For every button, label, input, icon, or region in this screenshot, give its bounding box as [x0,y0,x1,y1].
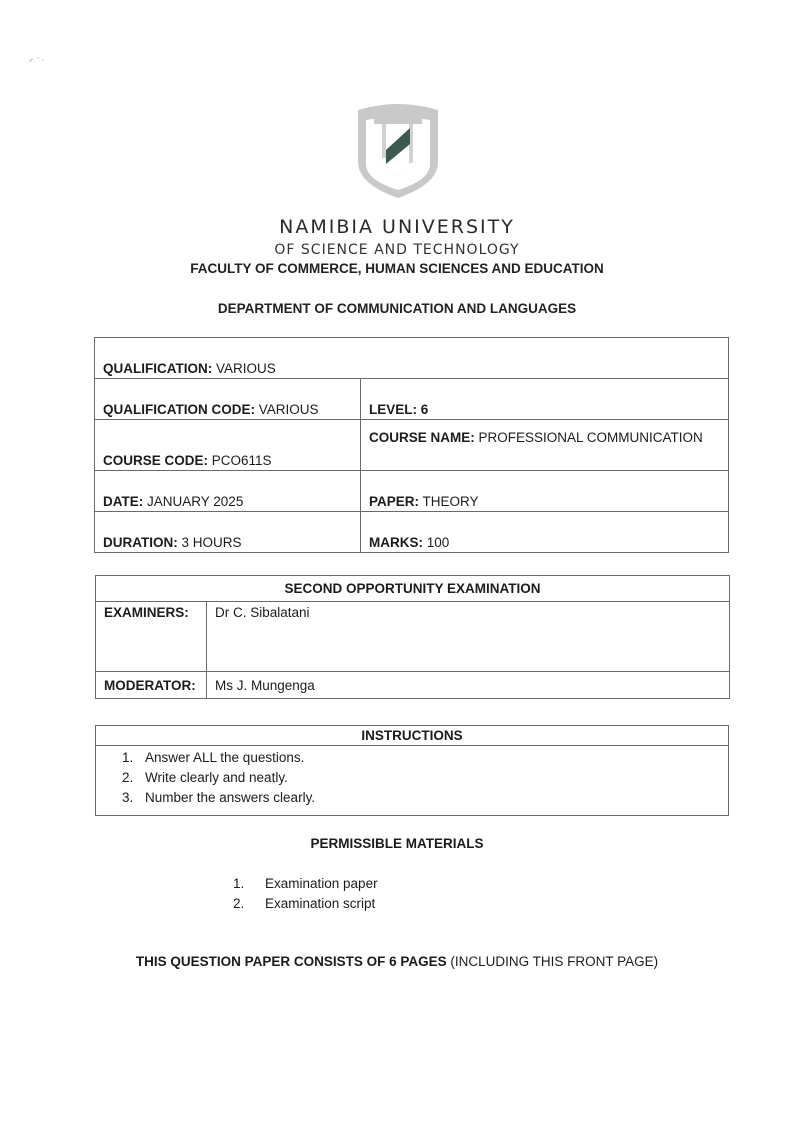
qualification-value: VARIOUS [216,361,276,376]
qualification-code-value: VARIOUS [258,402,319,417]
examination-table [95,575,730,699]
qualification-cell [95,338,729,379]
duration-value: 3 HOURS [181,535,242,550]
permissible-materials-title: PERMISSIBLE MATERIALS [310,836,484,851]
duration-label: DURATION: [103,535,178,550]
material-number: 2. [233,896,245,911]
material-text: Examination paper [265,876,378,891]
material-item [233,894,378,914]
duration-row [95,512,729,553]
examination-title-row [96,576,730,602]
marks-value: 100 [426,535,450,550]
material-item [233,874,378,894]
course-code-cell [95,420,361,471]
date-cell [95,471,361,512]
page-count-note [0,954,794,969]
material-text: Examination script [265,896,376,911]
course-code-row [95,420,729,471]
course-info-table [94,337,729,553]
page-count-bold: THIS QUESTION PAPER CONSISTS OF 6 PAGES [135,954,447,969]
course-name-cell [361,420,729,471]
paper-value: THEORY [422,494,479,509]
course-code-label: COURSE CODE: [103,453,209,468]
level-cell [361,379,729,420]
examination-title: SECOND OPPORTUNITY EXAMINATION [96,576,730,602]
instructions-list [96,746,728,808]
qualification-row [95,338,729,379]
date-label: DATE: [103,494,144,509]
moderator-label: MODERATOR: [96,672,207,699]
instruction-text: Number the answers clearly. [145,790,316,805]
qualification-code-cell [95,379,361,420]
instruction-text: Write clearly and neatly. [145,770,288,785]
examiners-row [96,602,730,672]
qualification-code-row [95,379,729,420]
marks-label: MARKS: [369,535,423,550]
duration-cell [95,512,361,553]
instruction-number: 2. [122,770,134,785]
level-label: LEVEL: [369,402,418,417]
instruction-number: 1. [122,750,134,765]
instructions-box [95,725,729,816]
date-row [95,471,729,512]
examiners-value: Dr C. Sibalatani [207,602,730,672]
permissible-materials-list [233,874,378,914]
instruction-item [96,768,728,788]
qualification-label: QUALIFICATION: [103,361,213,376]
course-name-value: PROFESSIONAL COMMUNICATION [478,430,703,445]
instruction-item [96,748,728,768]
faculty-name: FACULTY OF COMMERCE, HUMAN SCIENCES AND EDUCATION [190,261,604,276]
marks-cell [361,512,729,553]
university-subtitle: OF SCIENCE AND TECHNOLOGY [274,242,520,258]
instructions-title: INSTRUCTIONS [96,726,728,746]
paper-label: PAPER: [369,494,420,509]
instruction-text: Answer ALL the questions. [145,750,305,765]
page-count-detail: (INCLUDING THIS FRONT PAGE) [446,954,659,969]
course-name-label: COURSE NAME: [369,430,475,445]
instruction-item [96,788,728,808]
instruction-number: 3. [122,790,134,805]
scan-specks [28,48,58,68]
level-value: 6 [420,402,429,417]
material-number: 1. [233,876,245,891]
moderator-row [96,672,730,699]
examiners-label: EXAMINERS: [96,602,207,672]
moderator-value: Ms J. Mungenga [207,672,730,699]
course-code-value: PCO611S [211,453,272,468]
qualification-code-label: QUALIFICATION CODE: [103,402,255,417]
paper-cell [361,471,729,512]
date-value: JANUARY 2025 [147,494,244,509]
university-logo [352,100,444,200]
university-name: NAMIBIA UNIVERSITY [279,216,515,238]
department-name: DEPARTMENT OF COMMUNICATION AND LANGUAGES [217,301,577,316]
